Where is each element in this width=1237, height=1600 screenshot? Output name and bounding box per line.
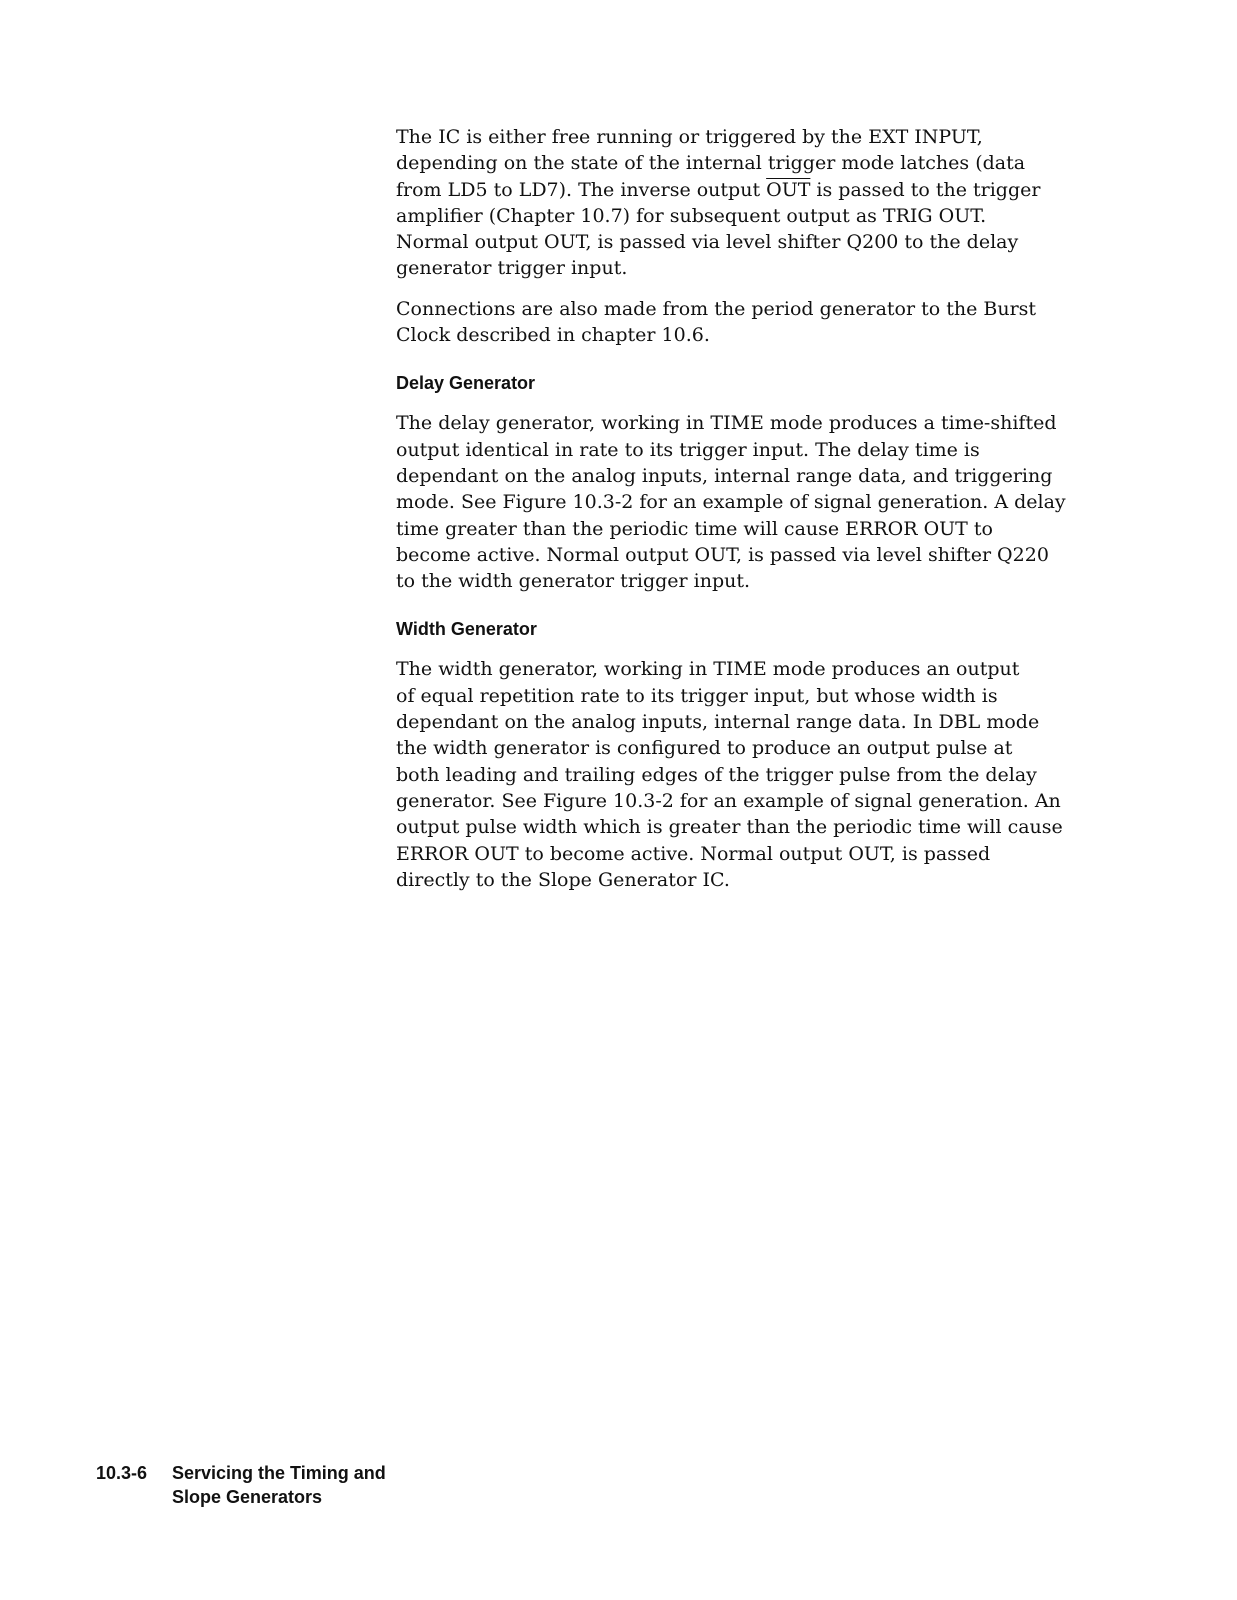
text-line: dependant on the analog inputs, internal range data. In DBL mode — [396, 711, 1040, 734]
paragraph-burst-clock — [396, 296, 1076, 349]
text-line-with-overline — [396, 177, 1076, 203]
footer-section-title — [172, 1461, 386, 1509]
page-number: 10.3-6 — [96, 1463, 148, 1483]
text-line: depending on the state of the internal trigger mode latches (data — [396, 152, 1026, 175]
text-line: generator trigger input. — [396, 257, 628, 280]
text-line: time greater than the periodic time will cause ERROR OUT to — [396, 517, 993, 540]
text-line: generator. See Figure 10.3-2 for an example of signal generation. An — [396, 789, 1061, 812]
paragraph-trigger-intro — [396, 124, 1076, 282]
footer-title-line: Servicing the Timing and — [172, 1463, 386, 1483]
text-line: The width generator, working in TIME mode produces an output — [396, 658, 1020, 681]
overlined-signal-out: $\overline{OUT}$ — [766, 178, 811, 201]
text-line: both leading and trailing edges of the trigger pulse from the delay — [396, 763, 1037, 786]
text-line: directly to the Slope Generator IC. — [396, 868, 730, 891]
paragraph-width-generator — [396, 656, 1076, 893]
body-column — [396, 124, 1076, 893]
text-line: of equal repetition rate to its trigger input, but whose width is — [396, 684, 998, 707]
text-line: Clock described in chapter 10.6. — [396, 324, 710, 347]
heading-delay-generator: Delay Generator — [396, 373, 536, 394]
text-line: Connections are also made from the period generator to the Burst — [396, 297, 1037, 320]
text-line: become active. Normal output OUT, is passed via level shifter Q220 — [396, 543, 1049, 566]
text-line: The IC is either free running or triggered by the EXT INPUT, — [396, 126, 983, 148]
text-fragment: is passed to the trigger — [810, 178, 1041, 201]
heading-width-generator: Width Generator — [396, 619, 537, 640]
text-line: ERROR OUT to become active. Normal output OUT, is passed — [396, 842, 991, 865]
text-line: Normal output OUT, is passed via level shifter Q200 to the delay — [396, 231, 1019, 254]
text-line: the width generator is configured to produce an output pulse at — [396, 737, 1013, 760]
text-line: output identical in rate to its trigger input. The delay time is — [396, 438, 980, 461]
text-line: amplifier (Chapter 10.7) for subsequent output as TRIG OUT. — [396, 204, 987, 227]
text-line: to the width generator trigger input. — [396, 570, 751, 593]
text-line: mode. See Figure 10.3-2 for an example of signal generation. A delay — [396, 491, 1066, 514]
page-footer — [96, 1461, 386, 1509]
text-line: output pulse width which is greater than the periodic time will cause — [396, 816, 1063, 839]
text-line: dependant on the analog inputs, internal range data, and triggering — [396, 464, 1053, 487]
text-line: The delay generator, working in TIME mode produces a time-shifted — [396, 412, 1057, 435]
footer-title-line: Slope Generators — [172, 1487, 323, 1507]
paragraph-delay-generator — [396, 410, 1076, 594]
text-fragment: from LD5 to LD7). The inverse output — [396, 178, 767, 201]
